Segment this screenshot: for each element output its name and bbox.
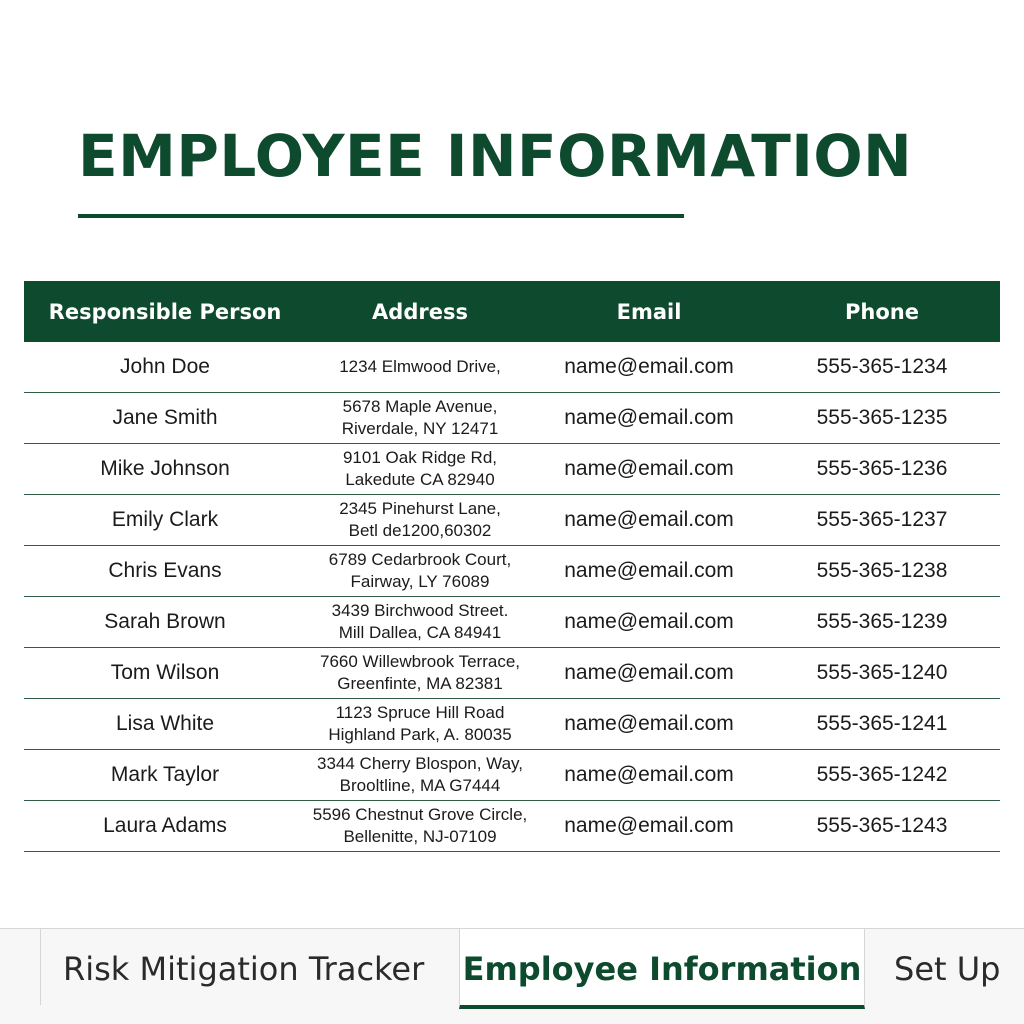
- address-line-1: 2345 Pinehurst Lane,: [339, 499, 501, 518]
- cell-email[interactable]: name@email.com: [534, 648, 764, 699]
- sheet-tab-risk-mitigation-tracker[interactable]: Risk Mitigation Tracker: [40, 929, 458, 1005]
- cell-email[interactable]: name@email.com: [534, 495, 764, 546]
- address-line-2: Highland Park, A. 80035: [328, 725, 512, 744]
- cell-address[interactable]: [306, 597, 534, 648]
- cell-address[interactable]: [306, 699, 534, 750]
- cell-address[interactable]: [306, 495, 534, 546]
- cell-phone[interactable]: 555-365-1236: [764, 444, 1000, 495]
- table-row: [24, 393, 1000, 444]
- cell-phone[interactable]: 555-365-1238: [764, 546, 1000, 597]
- cell-address[interactable]: [306, 444, 534, 495]
- cell-email[interactable]: name@email.com: [534, 597, 764, 648]
- cell-email[interactable]: name@email.com: [534, 750, 764, 801]
- address-line-2: Mill Dallea, CA 84941: [338, 623, 502, 642]
- cell-responsible-person[interactable]: John Doe: [24, 342, 306, 393]
- cell-responsible-person[interactable]: Chris Evans: [24, 546, 306, 597]
- sheet-tab-employee-information[interactable]: Employee Information: [459, 929, 865, 1009]
- cell-address[interactable]: [306, 648, 534, 699]
- cell-phone[interactable]: 555-365-1241: [764, 699, 1000, 750]
- cell-address[interactable]: [306, 801, 534, 852]
- column-header-address[interactable]: Address: [306, 281, 534, 342]
- address-line-2: Lakedute CA 82940: [345, 470, 495, 489]
- cell-phone[interactable]: 555-365-1234: [764, 342, 1000, 393]
- cell-address[interactable]: [306, 546, 534, 597]
- address-line-2: Brooltline, MA G7444: [339, 776, 501, 795]
- cell-phone[interactable]: 555-365-1240: [764, 648, 1000, 699]
- table-row: [24, 495, 1000, 546]
- cell-responsible-person[interactable]: Lisa White: [24, 699, 306, 750]
- cell-responsible-person[interactable]: Emily Clark: [24, 495, 306, 546]
- address-line-1: 3439 Birchwood Street.: [331, 601, 509, 620]
- table-row: [24, 546, 1000, 597]
- address-line-1: 9101 Oak Ridge Rd,: [342, 448, 498, 467]
- table-row: [24, 750, 1000, 801]
- address-line-1: 7660 Willewbrook Terrace,: [320, 652, 520, 671]
- cell-address[interactable]: [306, 750, 534, 801]
- address-line-2: Bellenitte, NJ-07109: [343, 827, 497, 846]
- cell-responsible-person[interactable]: Mike Johnson: [24, 444, 306, 495]
- cell-email[interactable]: name@email.com: [534, 699, 764, 750]
- column-header-email[interactable]: Email: [534, 281, 764, 342]
- address-line-2: Greenfinte, MA 82381: [337, 674, 503, 693]
- cell-responsible-person[interactable]: Mark Taylor: [24, 750, 306, 801]
- address-line-1: 6789 Cedarbrook Court,: [328, 550, 512, 569]
- cell-email[interactable]: name@email.com: [534, 342, 764, 393]
- address-line-2: Betl de1200,60302: [348, 521, 492, 540]
- column-header-phone[interactable]: Phone: [764, 281, 1000, 342]
- address-line-1: 5678 Maple Avenue,: [342, 397, 498, 416]
- cell-phone[interactable]: 555-365-1237: [764, 495, 1000, 546]
- employee-table: [24, 281, 1000, 852]
- cell-responsible-person[interactable]: Jane Smith: [24, 393, 306, 444]
- employee-table-container: [24, 281, 1000, 852]
- title-underline: [78, 214, 684, 218]
- address-line-2: Fairway, LY 76089: [350, 572, 490, 591]
- cell-phone[interactable]: 555-365-1242: [764, 750, 1000, 801]
- cell-phone[interactable]: 555-365-1243: [764, 801, 1000, 852]
- table-row: [24, 444, 1000, 495]
- address-line-1: 3344 Cherry Blospon, Way,: [317, 754, 523, 773]
- table-row: [24, 342, 1000, 393]
- cell-email[interactable]: name@email.com: [534, 801, 764, 852]
- column-header-responsible-person[interactable]: Responsible Person: [24, 281, 306, 342]
- table-row: [24, 597, 1000, 648]
- address-line-1: 5596 Chestnut Grove Circle,: [312, 805, 528, 824]
- address-line-1: 1123 Spruce Hill Road: [335, 703, 505, 722]
- table-body: [24, 342, 1000, 852]
- address-line-1: 1234 Elmwood Drive,: [339, 357, 501, 376]
- table-row: [24, 648, 1000, 699]
- cell-email[interactable]: name@email.com: [534, 546, 764, 597]
- table-header: [24, 281, 1000, 342]
- sheet-tab-set-up[interactable]: Set Up: [894, 950, 1001, 988]
- table-row: [24, 699, 1000, 750]
- cell-phone[interactable]: 555-365-1239: [764, 597, 1000, 648]
- address-line-2: Riverdale, NY 12471: [341, 419, 499, 438]
- sheet-tab-bar: [0, 928, 1024, 1024]
- cell-responsible-person[interactable]: Sarah Brown: [24, 597, 306, 648]
- cell-address[interactable]: [306, 342, 534, 393]
- table-row: [24, 801, 1000, 852]
- page-title: EMPLOYEE INFORMATION: [78, 122, 913, 190]
- cell-phone[interactable]: 555-365-1235: [764, 393, 1000, 444]
- cell-email[interactable]: name@email.com: [534, 393, 764, 444]
- cell-responsible-person[interactable]: Laura Adams: [24, 801, 306, 852]
- cell-responsible-person[interactable]: Tom Wilson: [24, 648, 306, 699]
- cell-email[interactable]: name@email.com: [534, 444, 764, 495]
- cell-address[interactable]: [306, 393, 534, 444]
